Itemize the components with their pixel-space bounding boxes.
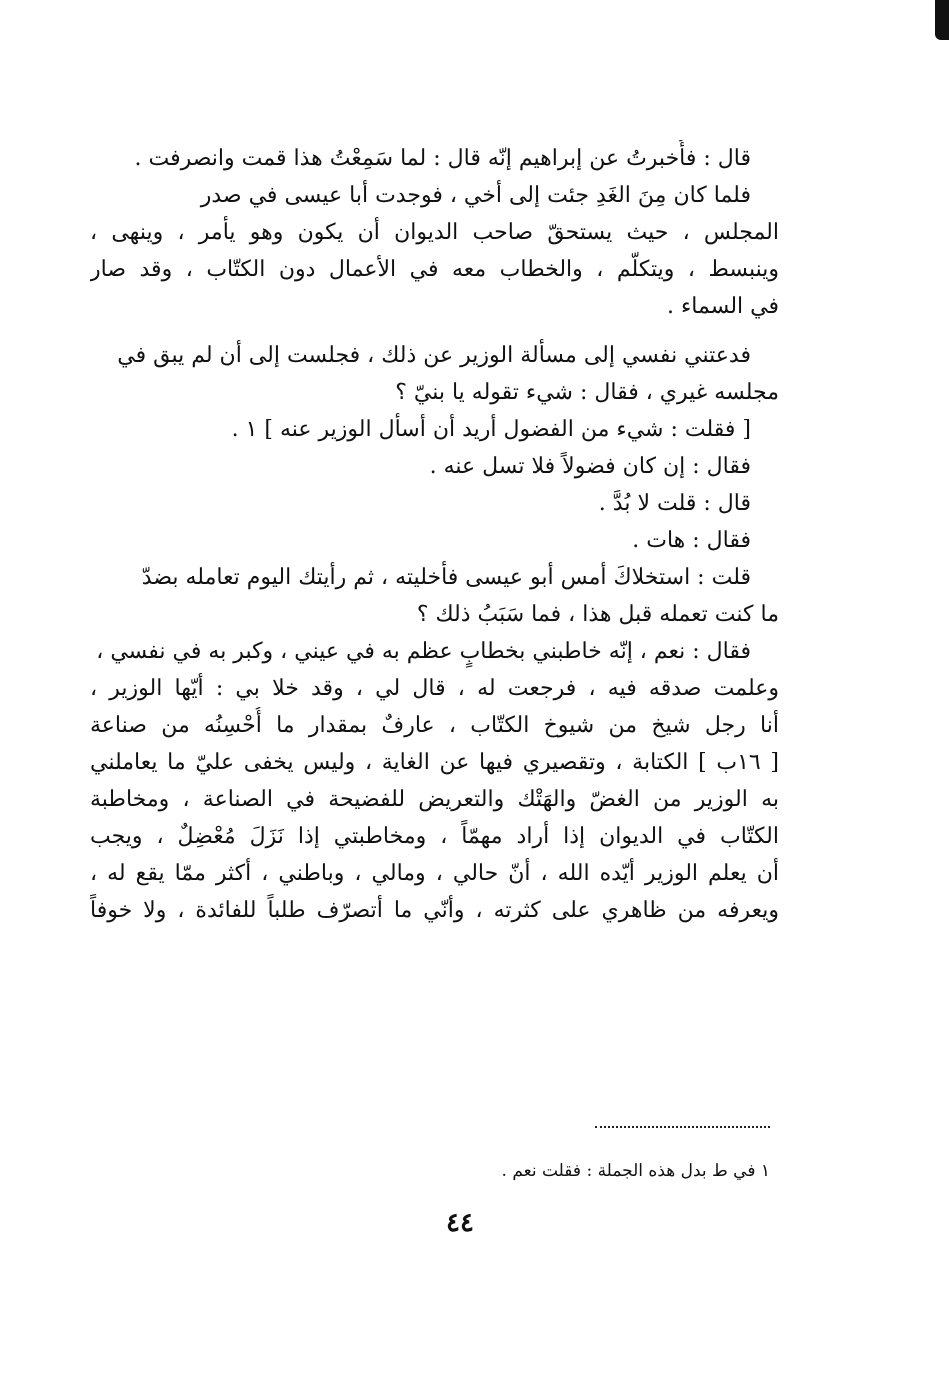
text-line: وعلمت صدقه فيه ، فرجعت له ، قال لي ، وقد خلا بي : أيّها الوزير ، xyxy=(90,676,779,701)
text-line: به الوزير من الغضّ والهَتْك والتعريض للفضيحة في الصناعة ، ومخاطبة xyxy=(90,787,779,812)
text-line: ويعرفه من ظاهري على كثرته ، وأنّي ما أتصرّف طلباً للفائدة ، ولا خوفاً xyxy=(90,898,779,923)
text-line: مجلسه غيري ، فقال : شيء تقوله يا بنيّ ؟ xyxy=(395,380,779,405)
text-line: في السماء . xyxy=(666,294,779,319)
text-line: قلت : استخلاكَ أمس أبو عيسى فأخليته ، ثم رأيتك اليوم تعامله بضدّ xyxy=(141,565,751,590)
text-line: فقال : نعم ، إنّه خاطبني بخطابٍ عظم به في عيني ، وكبر به في نفسي ، xyxy=(96,639,751,664)
corner-mark xyxy=(935,0,949,40)
text-line: ما كنت تعمله قبل هذا ، فما سَبَبُ ذلك ؟ xyxy=(416,602,779,627)
text-line: وينبسط ، ويتكلّم ، والخطاب معه في الأعمال دون الكتّاب ، وقد صار xyxy=(90,257,779,282)
text-line: المجلس ، حيث يستحقّ صاحب الديوان أن يكون وهو يأمر ، وينهى ، xyxy=(90,220,779,245)
main-text xyxy=(90,140,779,929)
text-line: الكتّاب في الديوان إذا أراد مهمّاً ، ومخاطبتي إذا نَزَلَ مُعْضِلٌ ، ويجب xyxy=(90,824,779,849)
text-line: فقال : إن كان فضولاً فلا تسل عنه . xyxy=(429,454,751,479)
text-line: أن يعلم الوزير أيّده الله ، أنّ حالي ، ومالي ، وباطني ، أكثر ممّا يقع له ، xyxy=(90,861,779,886)
paragraph-gap xyxy=(90,325,779,337)
text-line: [ فقلت : شيء من الفضول أريد أن أسأل الوزير عنه ] ١ . xyxy=(231,417,751,442)
footnote: ١ في ط بدل هذه الجملة : فقلت نعم . xyxy=(501,1161,770,1181)
text-line: [ ١٦ب ] الكتابة ، وتقصيري فيها عن الغاية ، وليس يخفى عليّ ما يعاملني xyxy=(90,750,779,775)
text-line: فقال : هات . xyxy=(632,528,751,553)
text-line: أنا رجل شيخ من شيوخ الكتّاب ، عارفٌ بمقدار ما أُحْسِنُه من صناعة xyxy=(90,713,779,738)
footnote-divider xyxy=(595,1126,770,1128)
text-line: فدعتني نفسي إلى مسألة الوزير عن ذلك ، فجلست إلى أن لم يبق في xyxy=(117,343,751,368)
text-line: قال : قلت لا بُدَّ . xyxy=(598,491,751,516)
text-line: قال : فأُخبرتُ عن إبراهيم إنّه قال : لما سَمِعْتُ هذا قمت وانصرفت . xyxy=(134,146,751,171)
text-line: فلما كان مِنَ الغَدِ جئت إلى أخي ، فوجدت أبا عيسى في صدر xyxy=(200,183,751,208)
page-number: ٤٤ xyxy=(446,1208,474,1238)
